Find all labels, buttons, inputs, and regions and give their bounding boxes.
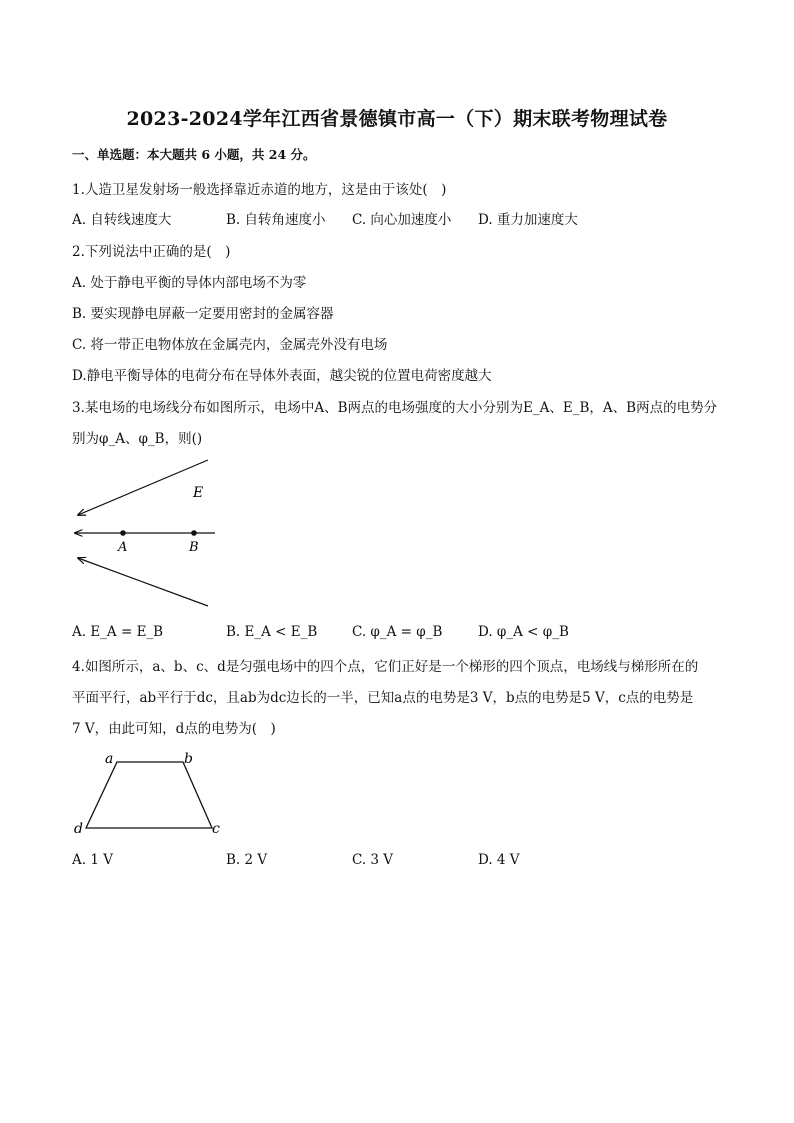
q3-option-a: A. E_A = E_B [72, 624, 164, 640]
q4-trapezoid [86, 762, 212, 828]
point-b-dot [191, 530, 197, 536]
field-line-bottom [78, 558, 208, 606]
point-a-label: A [118, 540, 128, 555]
q2-option-d: D.静电平衡导体的电荷分布在导体外表面，越尖锐的位置电荷密度越大 [72, 368, 492, 384]
point-b-label: B [189, 540, 199, 555]
q2-option-c: C. 将一带正电物体放在金属壳内，金属壳外没有电场 [72, 337, 388, 353]
question-3-stem-line-2: 别为φ_A、φ_B，则() [72, 431, 203, 447]
page-title: 2023-2024学年江西省景德镇市高一（下）期末联考物理试卷 [126, 108, 668, 130]
q1-option-d: D. 重力加速度大 [478, 212, 578, 228]
q4-option-b: B. 2 V [226, 852, 268, 868]
question-4-stem-line-3: 7 V，由此可知，d点的电势为( ) [72, 721, 276, 737]
question-2-stem: 2.下列说法中正确的是( ) [72, 244, 231, 260]
vertex-d-label: d [74, 821, 83, 837]
q3-option-d: D. φ_A < φ_B [478, 624, 569, 640]
question-1-stem: 1.人造卫星发射场一般选择靠近赤道的地方，这是由于该处( ) [72, 182, 447, 198]
q2-option-b: B. 要实现静电屏蔽一定要用密封的金属容器 [72, 306, 334, 322]
q4-option-a: A. 1 V [72, 852, 113, 868]
q2-option-a: A. 处于静电平衡的导体内部电场不为零 [72, 275, 307, 291]
question-3-stem-line-1: 3.某电场的电场线分布如图所示，电场中A、B两点的电场强度的大小分别为E_A、E_B，A、B两点的电势分 [72, 400, 718, 416]
q3-option-b: B. E_A < E_B [226, 624, 318, 640]
vertex-b-label: b [184, 751, 193, 767]
point-a-dot [120, 530, 126, 536]
q4-option-d: D. 4 V [478, 852, 520, 868]
q4-option-c: C. 3 V [352, 852, 394, 868]
section-heading: 一、单选题：本大题共 6 小题，共 24 分。 [72, 147, 316, 162]
q1-option-c: C. 向心加速度小 [352, 212, 452, 228]
q3-option-c: C. φ_A = φ_B [352, 624, 443, 640]
field-line-top [78, 460, 208, 515]
field-label-e: E [193, 485, 204, 501]
vertex-a-label: a [105, 751, 114, 767]
question-4-stem-line-1: 4.如图所示，a、b、c、d是匀强电场中的四个点，它们正好是一个梯形的四个顶点，电场线与梯形所在的 [72, 659, 699, 675]
q1-option-a: A. 自转线速度大 [72, 212, 172, 228]
vertex-c-label: c [212, 821, 220, 837]
q1-option-b: B. 自转角速度小 [226, 212, 326, 228]
question-4-stem-line-2: 平面平行，ab平行于dc，且ab为dc边长的一半，已知a点的电势是3 V，b点的电势是5 V，c点的电势是 [72, 690, 694, 706]
